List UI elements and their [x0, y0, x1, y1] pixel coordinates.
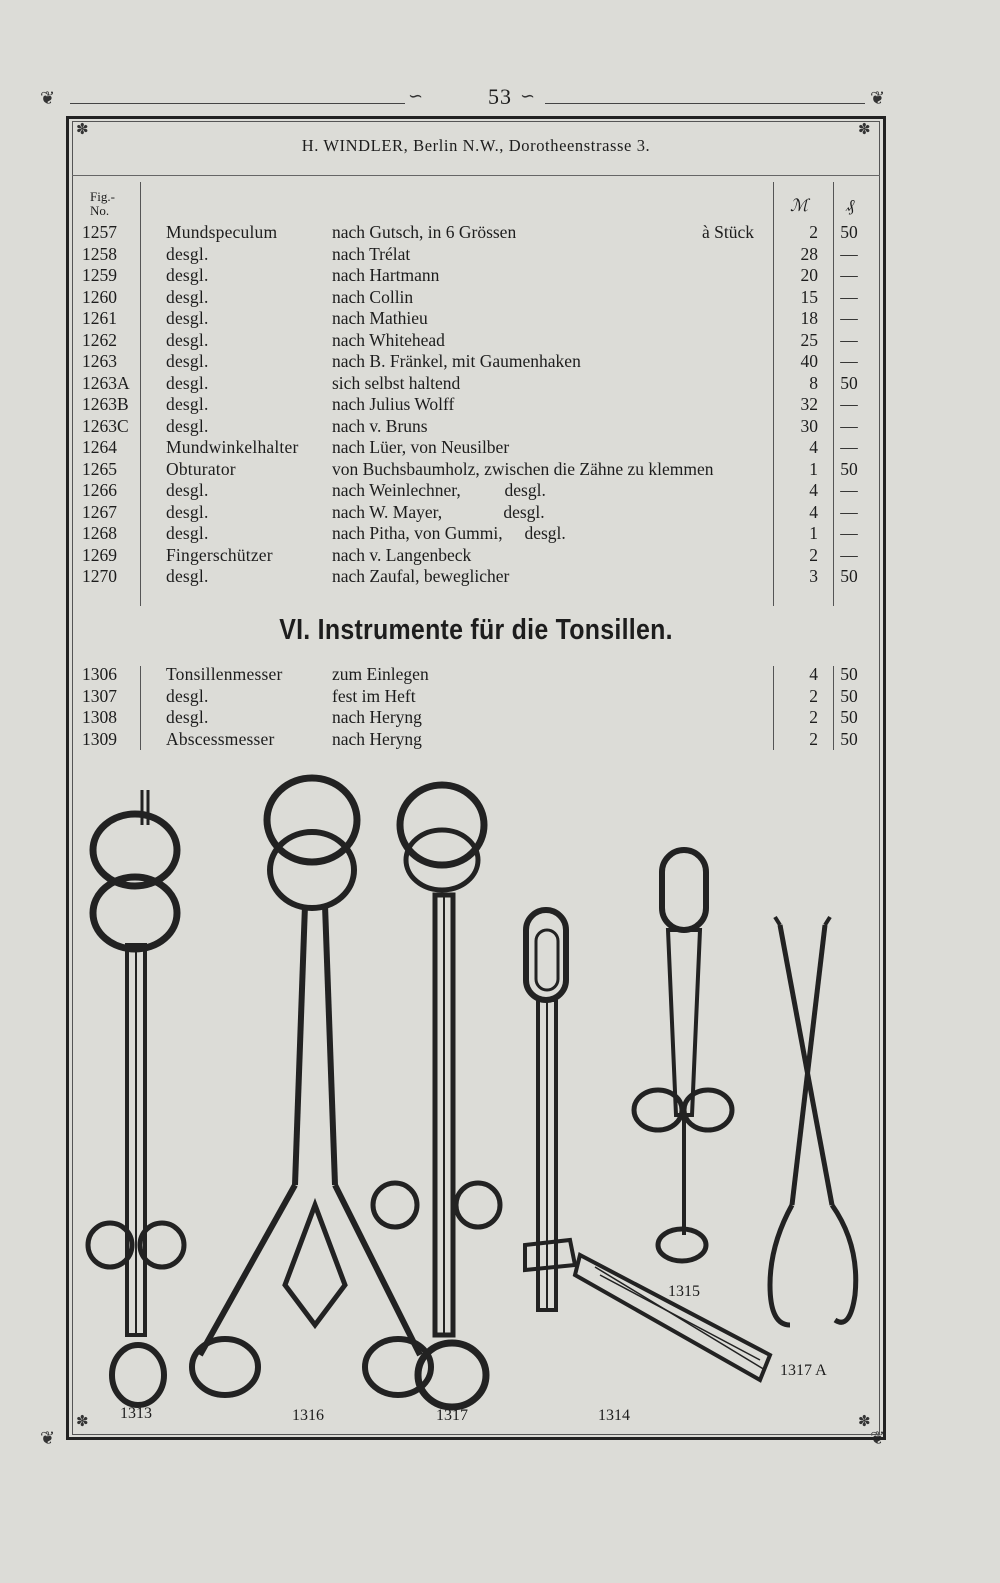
price-mark: 2 — [809, 222, 818, 242]
catalog-row — [80, 394, 880, 416]
column-header-fig-no: Fig.- No. — [90, 189, 115, 218]
item-number: 1308 — [82, 707, 117, 727]
catalog-row — [80, 222, 880, 244]
section-title: VI. Instrumente für die Tonsillen. — [279, 614, 673, 646]
item-description: nach v. Bruns — [332, 415, 428, 436]
price-mark: 2 — [809, 544, 818, 565]
corner-ornament-tl: ✽ — [76, 122, 89, 138]
figure-label-1316: 1316 — [292, 1407, 324, 1424]
item-name: desgl. — [166, 523, 209, 543]
item-description: nach Heryng — [332, 707, 422, 727]
price-pfennig: 50 — [840, 664, 858, 684]
catalog-row — [80, 729, 880, 751]
top-rule-left — [70, 103, 405, 104]
ornament-bottom-left: ❦ — [40, 1428, 56, 1448]
instrument-1314-drawing — [525, 910, 770, 1380]
item-description: nach Gutsch, in 6 Grössen — [332, 222, 517, 242]
price-mark: 25 — [800, 329, 818, 350]
item-name: Obturator — [166, 458, 236, 479]
item-name: desgl. — [166, 394, 209, 414]
item-number: 1261 — [82, 308, 117, 328]
ornament-flourish-left: ∽ — [408, 86, 424, 106]
instrument-1313-drawing — [88, 790, 184, 1405]
price-pfennig: 50 — [840, 707, 858, 727]
item-number: 1265 — [82, 458, 117, 479]
item-number: 1262 — [82, 329, 117, 350]
catalog-row — [80, 545, 880, 567]
item-description: fest im Heft — [332, 685, 416, 706]
item-number: 1307 — [82, 685, 117, 706]
item-name: desgl. — [166, 286, 209, 307]
ornament-bottom-right: ❦ — [870, 1428, 886, 1448]
price-mark: 8 — [809, 372, 818, 393]
corner-ornament-bl: ✽ — [76, 1414, 89, 1430]
price-mark: 2 — [809, 685, 818, 706]
price-pfennig: — — [840, 308, 858, 328]
item-number: 1268 — [82, 523, 117, 543]
item-description: nach v. Langenbeck — [332, 544, 472, 565]
item-name: desgl. — [166, 501, 209, 522]
item-name: desgl. — [166, 480, 209, 500]
price-pfennig: 50 — [840, 685, 858, 706]
item-name: desgl. — [166, 707, 209, 727]
price-pfennig: 50 — [840, 222, 858, 242]
item-number: 1258 — [82, 243, 117, 264]
instrument-1317a-drawing — [770, 917, 856, 1325]
catalog-row — [80, 686, 880, 708]
catalog-row — [80, 480, 880, 502]
instrument-1316-drawing — [192, 778, 431, 1395]
item-number: 1263B — [82, 394, 129, 414]
item-description: nach B. Fränkel, mit Gaumenhaken — [332, 351, 581, 371]
item-number: 1267 — [82, 501, 117, 522]
catalog-row — [80, 523, 880, 545]
price-mark: 15 — [800, 286, 818, 307]
catalog-row — [80, 244, 880, 266]
catalog-row — [80, 265, 880, 287]
catalog-row — [80, 351, 880, 373]
price-pfennig: — — [840, 480, 858, 500]
catalog-row — [80, 308, 880, 330]
price-pfennig: — — [840, 351, 858, 371]
catalog-header: H. WINDLER, Berlin N.W., Dorotheenstrasse 3. — [301, 136, 651, 155]
item-description: nach W. Mayer, desgl. — [332, 501, 545, 522]
item-name: desgl. — [166, 265, 209, 285]
price-mark: 4 — [809, 501, 818, 522]
item-number: 1263 — [82, 351, 117, 371]
price-pfennig: 50 — [840, 458, 858, 479]
price-pfennig: — — [840, 243, 858, 264]
price-pfennig: — — [840, 523, 858, 543]
item-name: desgl. — [166, 243, 209, 264]
figure-label-1313: 1313 — [120, 1405, 152, 1422]
corner-ornament-br: ✽ — [858, 1414, 871, 1430]
ornament-top-right: ❦ — [870, 88, 886, 108]
price-mark: 2 — [809, 707, 818, 727]
item-number: 1264 — [82, 437, 117, 457]
price-mark: 1 — [809, 523, 818, 543]
catalog-row — [80, 287, 880, 309]
instrument-1315-drawing — [634, 850, 732, 1261]
column-header-pf: ₰ — [846, 196, 855, 215]
item-name: Tonsillenmesser — [166, 664, 283, 684]
price-mark: 4 — [809, 664, 818, 684]
price-pfennig: — — [840, 286, 858, 307]
figure-label-1317a: 1317 A — [780, 1362, 827, 1379]
item-description: von Buchsbaumholz, zwischen die Zähne zu klemmen — [332, 458, 714, 479]
item-description: nach Hartmann — [332, 265, 440, 285]
top-rule-right — [545, 103, 865, 104]
figure-label-1317: 1317 — [436, 1407, 468, 1424]
price-pfennig: — — [840, 394, 858, 414]
item-description: nach Weinlechner, desgl. — [332, 480, 546, 500]
column-header-mark: ℳ — [790, 196, 809, 215]
item-number: 1260 — [82, 286, 117, 307]
item-name: Abscessmesser — [166, 728, 275, 749]
item-description: nach Pitha, von Gummi, desgl. — [332, 523, 566, 543]
catalog-row — [80, 664, 880, 686]
item-name: desgl. — [166, 415, 209, 436]
catalog-row — [80, 330, 880, 352]
price-mark: 1 — [809, 458, 818, 479]
price-mark: 2 — [809, 728, 818, 749]
price-pfennig: 50 — [840, 566, 858, 586]
price-pfennig: — — [840, 329, 858, 350]
item-unit: à Stück — [702, 222, 755, 242]
item-number: 1269 — [82, 544, 117, 565]
item-number: 1257 — [82, 222, 117, 242]
price-pfennig: — — [840, 544, 858, 565]
instrument-1317-drawing — [373, 785, 500, 1407]
item-description: nach Lüer, von Neusilber — [332, 437, 510, 457]
item-description: nach Mathieu — [332, 308, 428, 328]
item-description: nach Whitehead — [332, 329, 445, 350]
item-description: nach Trélat — [332, 243, 411, 264]
item-number: 1270 — [82, 566, 117, 586]
catalog-row — [80, 502, 880, 524]
catalog-row — [80, 459, 880, 481]
price-mark: 20 — [800, 265, 818, 285]
price-list-tonsil-instruments — [80, 664, 880, 750]
item-name: desgl. — [166, 351, 209, 371]
item-description: nach Zaufal, beweglicher — [332, 566, 510, 586]
item-description: nach Heryng — [332, 728, 422, 749]
item-number: 1263C — [82, 415, 129, 436]
item-name: desgl. — [166, 685, 209, 706]
catalog-row — [80, 707, 880, 729]
price-mark: 18 — [800, 308, 818, 328]
price-pfennig: — — [840, 501, 858, 522]
item-name: desgl. — [166, 566, 209, 586]
price-mark: 30 — [800, 415, 818, 436]
price-pfennig: 50 — [840, 372, 858, 393]
price-pfennig: — — [840, 265, 858, 285]
price-pfennig: — — [840, 415, 858, 436]
item-description: zum Einlegen — [332, 664, 429, 684]
corner-ornament-tr: ✽ — [858, 122, 871, 138]
catalog-row — [80, 566, 880, 588]
price-mark: 32 — [800, 394, 818, 414]
item-description: nach Collin — [332, 286, 414, 307]
item-number: 1259 — [82, 265, 117, 285]
price-mark: 4 — [809, 437, 818, 457]
figure-label-1314: 1314 — [598, 1407, 630, 1424]
item-name: desgl. — [166, 308, 209, 328]
price-pfennig: 50 — [840, 728, 858, 749]
item-name: Fingerschützer — [166, 544, 273, 565]
header-rule — [72, 175, 880, 176]
item-number: 1266 — [82, 480, 117, 500]
item-name: desgl. — [166, 329, 209, 350]
page-number: 53 — [488, 84, 512, 109]
price-mark: 3 — [809, 566, 818, 586]
ornament-top-left: ❦ — [40, 88, 56, 108]
item-number: 1263A — [82, 372, 130, 393]
catalog-row — [80, 373, 880, 395]
catalog-row — [80, 416, 880, 438]
item-description: sich selbst haltend — [332, 372, 461, 393]
price-mark: 4 — [809, 480, 818, 500]
item-number: 1309 — [82, 728, 117, 749]
item-name: desgl. — [166, 372, 209, 393]
item-name: Mundspeculum — [166, 222, 278, 242]
catalog-row — [80, 437, 880, 459]
price-list-mouth-instruments — [80, 222, 880, 588]
ornament-flourish-right: ∽ — [520, 86, 536, 106]
item-description: nach Julius Wolff — [332, 394, 455, 414]
item-name: Mundwinkelhalter — [166, 437, 299, 457]
figure-label-1315: 1315 — [668, 1283, 700, 1300]
item-number: 1306 — [82, 664, 117, 684]
instruments-illustration — [80, 765, 870, 1425]
price-mark: 28 — [800, 243, 818, 264]
price-pfennig: — — [840, 437, 858, 457]
price-mark: 40 — [800, 351, 818, 371]
